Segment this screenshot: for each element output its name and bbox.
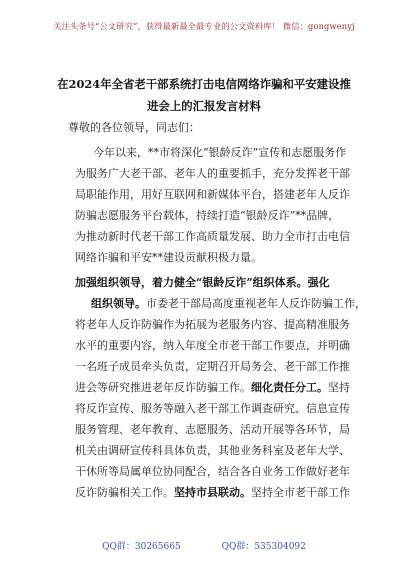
footer-contact [0,539,408,552]
body-line [75,359,350,375]
text-segment: 一名班子成员牵头负责，定期召开局务会、老干部工作推 [75,360,350,373]
text-segment: 今年以来，**市将深化“银龄反诈”宣传和志愿服务作 [93,146,347,159]
body-line [75,250,262,266]
body-line [75,208,339,224]
text-segment: 服务管理、老年教育、志愿服务、活动开展等各环节，局 [75,423,350,436]
body-line [75,401,350,417]
text-segment: 为推动新时代老干部工作高质量发展、助力全市打击电信 [75,230,350,243]
body-line [75,229,350,245]
footer-qq-group-1: QQ群：30265665 [102,542,181,552]
body-line [75,275,330,291]
body-line [75,380,350,396]
document-title-line-1: 在2024年全省老干部系统打击电信网络诈骗和平安建设推 [57,77,351,91]
text-segment: 机关由调研宣传科具体负责，其他业务科室及老年大学、 [75,444,350,457]
text-segment: 干休所等局属单位协同配合，结合各自业务工作做好老年 [75,465,350,478]
body-line [75,166,350,182]
text-segment: 防骗志愿服务平台载体，持续打造“银龄反诈”**品牌， [75,209,340,222]
text-segment: 将老年人反诈防骗作为拓展为老服务内容、提高精准服务 [75,318,350,331]
text-segment: 坚持全市老干部工作 [251,486,350,499]
text-segment: 进会等研究推进老年反诈防骗工作。 [75,381,251,394]
text-segment: 为服务广大老干部、老年人的重要抓手，充分发挥老干部 [75,167,350,180]
body-line [75,317,350,333]
body-line [75,464,350,480]
text-segment: 将反诈宣传、服务等融入老干部工作调查研究、信息宣传 [75,402,350,415]
document-title-line-2: 进会上的汇报发言材料 [147,99,261,113]
bold-text-segment: 坚持市县联动。 [174,486,251,499]
text-segment: 网络诈骗和平安**建设贡献积极力量。 [75,251,262,264]
bold-text-segment: 组织领导。 [91,297,146,310]
bold-text-segment: 细化责任分工。 [251,381,328,394]
body-line [93,145,346,161]
body-line [75,443,350,459]
salutation-line [68,120,200,136]
text-segment: 坚持 [328,381,350,394]
bold-text-segment: 加强组织领导，着力健全“银龄反诈”组织体系。强化 [75,276,330,289]
text-segment: 尊敬的各位领导，同志们： [68,121,200,134]
header-promo-note: 关注头条号“公文研究”，获得最新最全最专业的公文资料库！ 微信：gongwenyj [53,21,355,31]
body-line [75,422,350,438]
text-segment: 市委老干部局高度重视老年人反诈防骗工作， [146,297,366,310]
text-segment: 局职能作用，用好互联网和新媒体平台，搭建老年人反诈 [75,188,350,201]
body-line [75,485,350,501]
body-line [75,338,350,354]
body-line [91,296,366,312]
footer-qq-group-2: QQ群：535304092 [221,542,306,552]
text-segment: 反诈防骗相关工作。 [75,486,174,499]
body-line [75,187,350,203]
text-segment: 水平的重要内容，纳入年度全市老干部工作要点，并明确 [75,339,350,352]
